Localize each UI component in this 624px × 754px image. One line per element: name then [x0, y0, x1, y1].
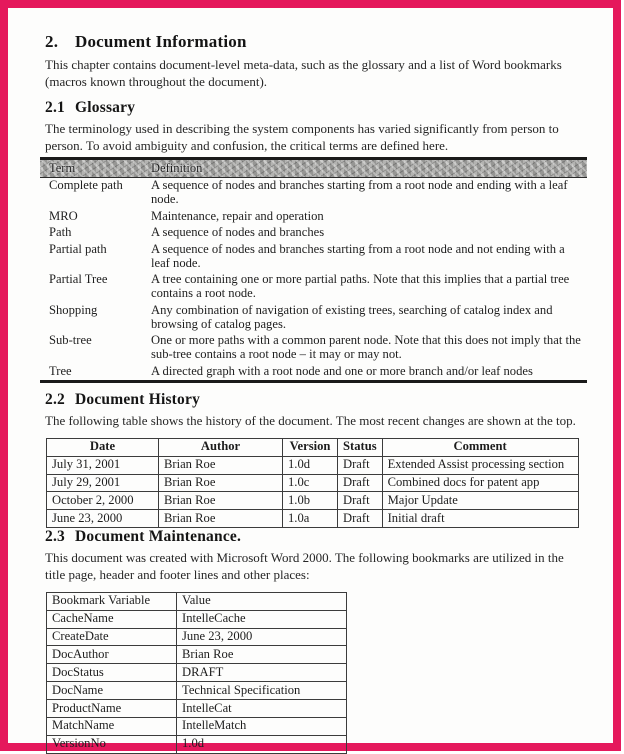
- glossary-term: Shopping: [49, 302, 98, 317]
- glossary-header-term: Term: [49, 160, 76, 175]
- glossary-definition: Maintenance, repair and operation: [151, 208, 324, 223]
- history-intro: The following table shows the history of the document. The most recent changes are shown at the top.: [45, 412, 576, 428]
- history-cell-author: Brian Roe: [159, 456, 283, 474]
- glossary-term: Path: [49, 225, 72, 240]
- bookmark-value: IntelleMatch: [177, 717, 347, 735]
- section-document-information: [45, 32, 587, 91]
- table-row: [40, 272, 587, 302]
- table-row: [40, 302, 587, 332]
- table-row: [40, 225, 587, 242]
- history-cell-version: 1.0c: [283, 474, 338, 492]
- history-cell-comment: Extended Assist processing section: [382, 456, 578, 474]
- bookmark-variable: DocName: [47, 682, 177, 700]
- bookmark-value: 1.0d: [177, 735, 347, 753]
- bookmark-value: IntelleCat: [177, 700, 347, 718]
- section-number: 2.: [45, 32, 59, 51]
- history-cell-author: Brian Roe: [159, 474, 283, 492]
- glossary-term: Tree: [49, 363, 72, 378]
- subsection-heading: [45, 99, 587, 117]
- history-cell-comment: Initial draft: [382, 510, 578, 528]
- table-row: [47, 456, 579, 474]
- history-cell-author: Brian Roe: [159, 492, 283, 510]
- history-cell-author: Brian Roe: [159, 510, 283, 528]
- glossary-definition: One or more paths with a common parent node. Note that this does not imply that the sub-tree contains a root node – it may or may not.: [151, 333, 581, 361]
- bookmark-header-value: Value: [177, 592, 347, 610]
- subsection-title: Glossary: [75, 98, 136, 116]
- table-row: [40, 363, 587, 380]
- history-cell-status: Draft: [338, 456, 383, 474]
- glossary-definition: A sequence of nodes and branches: [151, 225, 325, 240]
- bookmark-header-variable: Bookmark Variable: [47, 592, 177, 610]
- history-header-comment: Comment: [382, 438, 578, 456]
- history-header-status: Status: [338, 438, 383, 456]
- history-table: [46, 438, 579, 528]
- bookmark-variable: DocAuthor: [47, 646, 177, 664]
- bookmark-table: [46, 592, 347, 754]
- page-content: [8, 8, 613, 751]
- history-table-wrap: [45, 438, 587, 528]
- table-row: [47, 664, 347, 682]
- history-header-version: Version: [283, 438, 338, 456]
- section-document-maintenance: [45, 528, 587, 754]
- bookmark-value: Brian Roe: [177, 646, 347, 664]
- history-cell-date: October 2, 2000: [47, 492, 159, 510]
- table-row: [40, 241, 587, 271]
- table-header-row: [47, 438, 579, 456]
- glossary-table: [40, 157, 587, 383]
- history-cell-status: Draft: [338, 492, 383, 510]
- glossary-term: Partial Tree: [49, 272, 108, 287]
- subsection-number: 2.3: [45, 528, 65, 546]
- section-paragraph: This chapter contains document-level meta-data, such as the glossary and a list of Word bookmarks (macros known throughout the document).: [45, 57, 562, 89]
- bookmark-value: DRAFT: [177, 664, 347, 682]
- glossary-term: Partial path: [49, 241, 107, 256]
- table-row: [47, 717, 347, 735]
- table-row: [47, 492, 579, 510]
- section-glossary: [45, 99, 587, 383]
- table-header-row: [47, 592, 347, 610]
- history-cell-date: June 23, 2000: [47, 510, 159, 528]
- table-row: [40, 333, 587, 363]
- subsection-heading: [45, 528, 587, 546]
- history-cell-version: 1.0d: [283, 456, 338, 474]
- glossary-intro: The terminology used in describing the system components has varied significantly from person to person. To avoid ambiguity and confusion, the critical terms are defined here.: [45, 120, 559, 153]
- history-cell-date: July 31, 2001: [47, 456, 159, 474]
- glossary-definition: A tree containing one or more partial paths. Note that this implies that a partial tree contains a root node.: [151, 272, 570, 301]
- section-heading: [45, 32, 587, 52]
- glossary-definition: A directed graph with a root node and one or more branch and/or leaf nodes: [151, 363, 533, 378]
- bookmark-variable: CacheName: [47, 610, 177, 628]
- table-row: [40, 178, 587, 208]
- bookmark-variable: ProductName: [47, 700, 177, 718]
- table-row: [47, 646, 347, 664]
- subsection-title: Document Maintenance.: [75, 528, 242, 546]
- table-row: [47, 474, 579, 492]
- bookmark-value: June 23, 2000: [177, 628, 347, 646]
- history-cell-comment: Combined docs for patent app: [382, 474, 578, 492]
- table-row: [40, 208, 587, 225]
- bookmark-variable: VersionNo: [47, 735, 177, 753]
- section-document-history: [45, 391, 587, 528]
- history-cell-version: 1.0b: [283, 492, 338, 510]
- subsection-title: Document History: [75, 390, 201, 408]
- maintenance-intro: This document was created with Microsoft Word 2000. The following bookmarks are utilized in the title page, header and footer lines and other places:: [45, 550, 564, 582]
- table-row: [47, 510, 579, 528]
- table-row: [47, 735, 347, 753]
- glossary-definition: A sequence of nodes and branches starting from a root node and ending with a leaf node.: [151, 178, 568, 206]
- bookmark-value: IntelleCache: [177, 610, 347, 628]
- glossary-term: Complete path: [49, 178, 123, 193]
- history-cell-status: Draft: [338, 510, 383, 528]
- subsection-number: 2.1: [45, 98, 65, 116]
- subsection-heading: [45, 391, 587, 409]
- glossary-term: MRO: [49, 208, 78, 223]
- history-cell-comment: Major Update: [382, 492, 578, 510]
- glossary-header-definition: Definition: [151, 160, 203, 175]
- section-title: Document Information: [75, 32, 247, 51]
- history-header-author: Author: [159, 438, 283, 456]
- table-row: [47, 628, 347, 646]
- glossary-definition: Any combination of navigation of existing trees, searching of catalog index and browsing of catalog pages.: [151, 302, 553, 331]
- history-cell-version: 1.0a: [283, 510, 338, 528]
- history-cell-status: Draft: [338, 474, 383, 492]
- glossary-definition: A sequence of nodes and branches starting from a root node and not ending with a leaf node.: [151, 241, 565, 270]
- bookmark-variable: CreateDate: [47, 628, 177, 646]
- glossary-term: Sub-tree: [49, 333, 92, 348]
- subsection-number: 2.2: [45, 390, 65, 408]
- bookmark-value: Technical Specification: [177, 682, 347, 700]
- table-row: [47, 682, 347, 700]
- history-header-date: Date: [47, 438, 159, 456]
- bookmark-variable: MatchName: [47, 717, 177, 735]
- bookmark-variable: DocStatus: [47, 664, 177, 682]
- table-row: [47, 700, 347, 718]
- history-cell-date: July 29, 2001: [47, 474, 159, 492]
- glossary-header-row: [40, 160, 587, 178]
- table-row: [47, 610, 347, 628]
